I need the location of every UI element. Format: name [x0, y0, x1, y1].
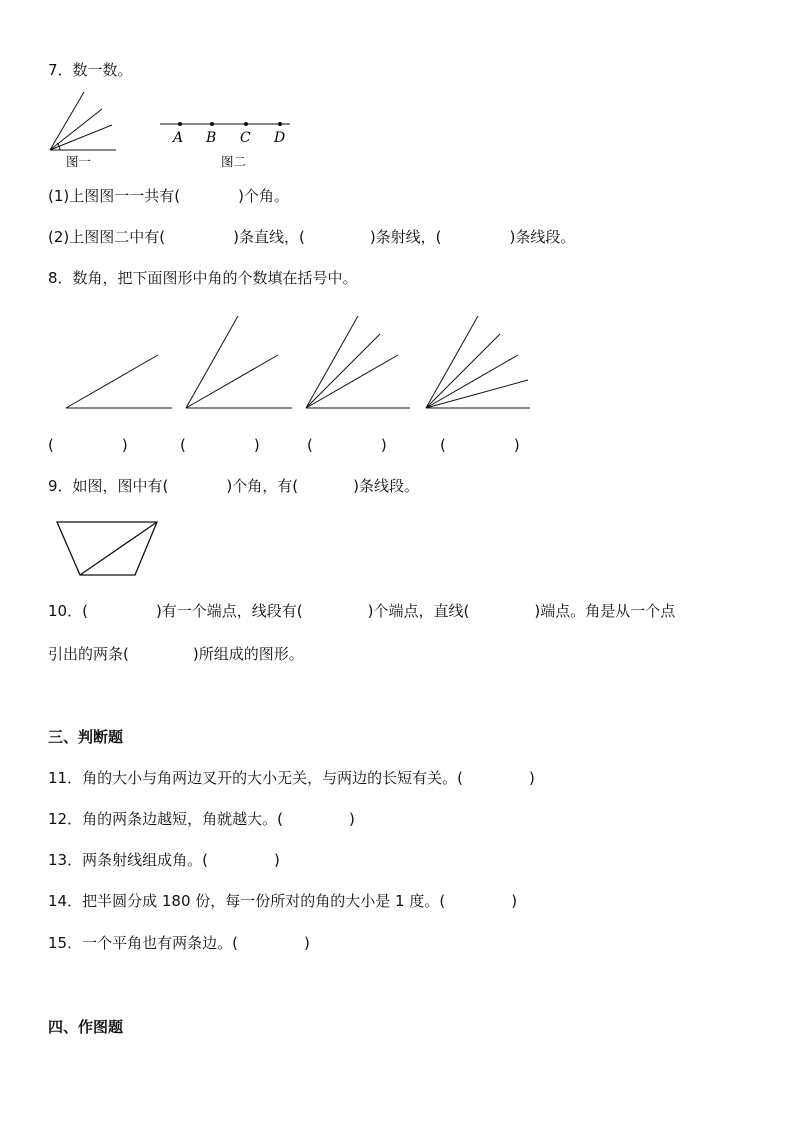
fig2-caption: 图二	[221, 154, 247, 169]
label-c: C	[240, 130, 251, 146]
point-d	[278, 122, 282, 126]
q8-figures	[60, 310, 540, 415]
angle-figure-3	[306, 316, 410, 408]
fig1-ray-1	[50, 92, 84, 150]
q7-sub2: (2)上图图二中有( )条直线，( )条射线，( )条线段。	[48, 228, 576, 246]
point-b	[210, 122, 214, 126]
label-a: A	[173, 130, 184, 146]
point-c	[244, 122, 248, 126]
judge-item-14: 14．把半圆分成 180 份，每一份所对的角的大小是 1 度。( )	[48, 892, 518, 910]
judge-item-13: 13．两条射线组成角。( )	[48, 851, 280, 869]
q8-bracket-3: ( )	[307, 436, 387, 454]
q8-bracket-1: ( )	[48, 436, 128, 454]
section-4-title: 四、作图题	[48, 1018, 124, 1036]
judge-item-15: 15．一个平角也有两条边。( )	[48, 934, 310, 952]
judge-item-11: 11．角的大小与角两边叉开的大小无关，与两边的长短有关。( )	[48, 769, 535, 787]
q8-title: 8．数角，把下面图形中角的个数填在括号中。	[48, 269, 358, 287]
angle-figure-4	[426, 316, 530, 408]
fig1-caption: 图一	[66, 154, 92, 169]
q7-title: 7．数一数。	[48, 61, 133, 79]
angle-figure-1	[66, 355, 172, 408]
q7-sub1: (1)上图图一一共有( )个角。	[48, 187, 289, 205]
q8-bracket-4: ( )	[440, 436, 520, 454]
judge-item-12: 12．角的两条边越短，角就越大。( )	[48, 810, 355, 828]
angle-figure-2	[186, 316, 292, 408]
label-b: B	[206, 130, 217, 146]
q9-text: 9．如图，图中有( )个角，有( )条线段。	[48, 477, 419, 495]
section-3-title: 三、判断题	[48, 728, 124, 746]
q8-bracket-2: ( )	[180, 436, 260, 454]
q9-trapezoid	[55, 520, 165, 578]
label-d: D	[274, 130, 286, 146]
q10-line1: 10．( )有一个端点，线段有( )个端点，直线( )端点。角是从一个点	[48, 602, 676, 620]
q10-line2: 引出的两条( )所组成的图形。	[48, 645, 304, 663]
point-a	[178, 122, 182, 126]
q7-figure-2	[158, 115, 298, 145]
